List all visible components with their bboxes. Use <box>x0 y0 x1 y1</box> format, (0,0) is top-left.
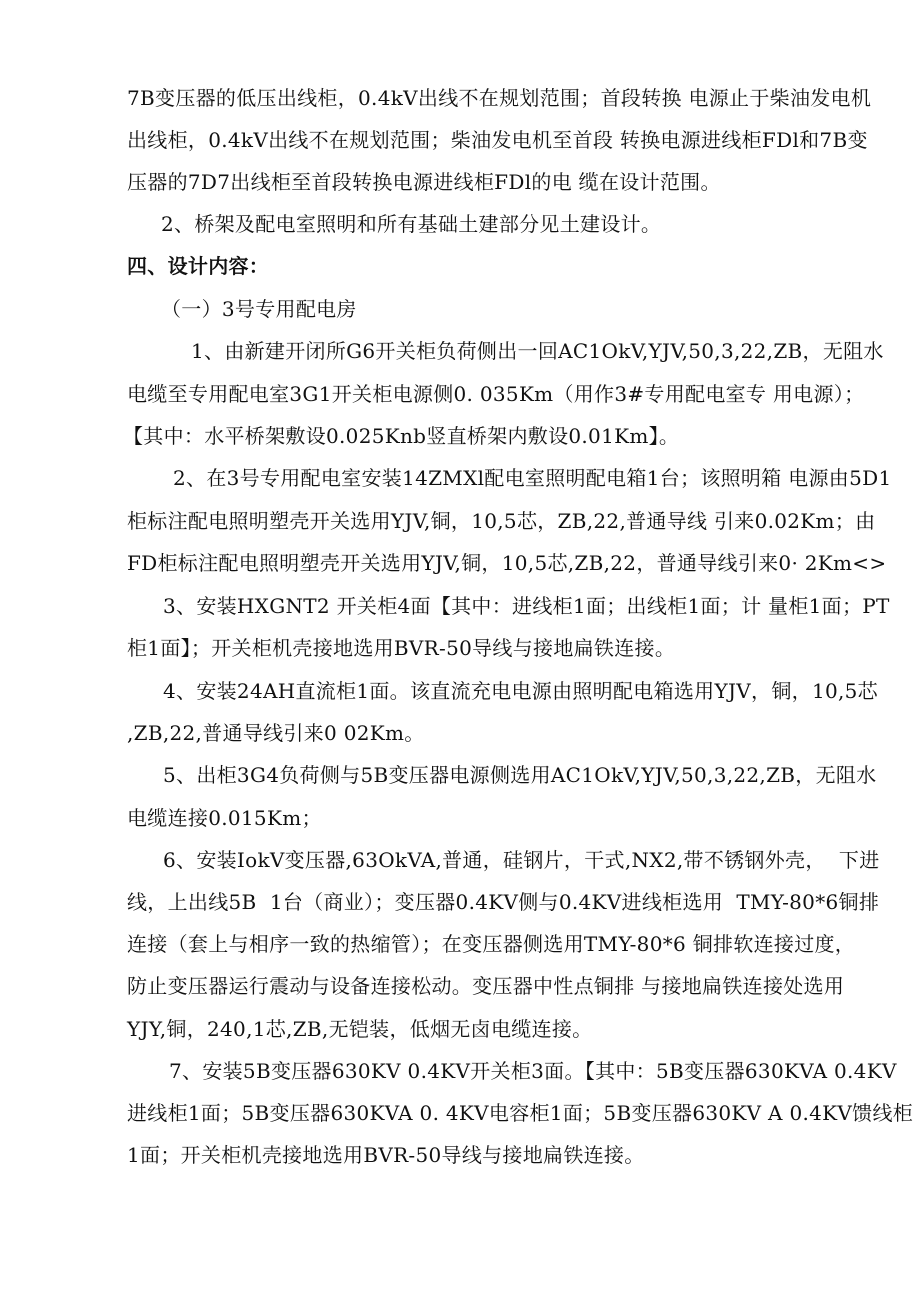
text-line: 5、出柜3G4负荷侧与5B变压器电源侧选用AC1OkV,YJV,50,3,22,ZB，无阻水 <box>163 763 877 787</box>
text-line: 1面；开关柜机壳接地选用BVR-50导线与接地扁铁连接。 <box>127 1143 645 1167</box>
text-line: 柜标注配电照明塑壳开关选用YJV,铜，10,5芯，ZB,22,普通导线 引来0.02Km；由 <box>127 509 876 533</box>
text-line: ,ZB,22,普通导线引来0 02Km。 <box>127 721 425 745</box>
text-line: 电缆连接0.015Km； <box>127 806 322 830</box>
text-line: 2、在3号专用配电室安装14ZMXl配电室照明配电箱1台；该照明箱 电源由5D1 <box>173 466 892 490</box>
text-line: 7B变压器的低压出线柜，0.4kV出线不在规划范围；首段转换 电源止于柴油发电机 <box>127 86 872 110</box>
subsection-heading: （一）3号专用配电房 <box>161 297 357 321</box>
text-line: 7、安装5B变压器630KV 0.4KV开关柜3面。【其中：5B变压器630KVA 0.4KV <box>169 1059 897 1083</box>
text-line: 6、安装IokV变压器,63OkVA,普通，硅钢片，干式,NX2,带不锈钢外壳， 下进 <box>163 848 880 872</box>
text-line: YJY,铜，240,1芯,ZB,无铠装，低烟无卤电缆连接。 <box>127 1017 593 1041</box>
text-line: 连接（套上与相序一致的热缩管）；在变压器侧选用TMY-80*6 铜排软连接过度， <box>127 932 856 956</box>
text-line: 线，上出线5B 1台（商业）；变压器0.4KV侧与0.4KV进线柜选用 TMY-80*6铜排 <box>127 890 880 914</box>
text-line: FD柜标注配电照明塑壳开关选用YJV,铜，10,5芯,ZB,22，普通导线引来0· 2Km<> <box>127 551 887 575</box>
text-line: 出线柜，0.4kV出线不在规划范围；柴油发电机至首段 转换电源进线柜FDl和7B变 <box>127 128 868 152</box>
text-line: 防止变压器运行震动与设备连接松动。变压器中性点铜排 与接地扁铁连接处选用 <box>127 974 845 998</box>
text-line: 【其中：水平桥架敷设0.025Knb竖直桥架内敷设0.01Km】。 <box>123 424 680 448</box>
text-line: 1、由新建开闭所G6开关柜负荷侧出一回AC1OkV,YJV,50,3,22,ZB，无阻水 <box>191 339 884 363</box>
text-line: 进线柜1面；5B变压器630KVA 0. 4KV电容柜1面；5B变压器630KV A 0.4KV馈线柜 <box>127 1101 914 1125</box>
text-line: 电缆至专用配电室3G1开关柜电源侧0. 035Km（用作3#专用配电室专 用电源）； <box>127 382 865 406</box>
text-line: 2、桥架及配电室照明和所有基础土建部分见土建设计。 <box>161 212 662 236</box>
text-line: 柜1面】；开关柜机壳接地选用BVR-50导线与接地扁铁连接。 <box>127 636 676 660</box>
text-line: 压器的7D7出线柜至首段转换电源进线柜FDl的电 缆在设计范围。 <box>127 170 721 194</box>
section-heading: 四、设计内容： <box>127 254 270 278</box>
text-line: 3、安装HXGNT2 开关柜4面【其中：进线柜1面；出线柜1面；计 量柜1面；PT <box>163 594 890 618</box>
text-line: 4、安装24AH直流柜1面。该直流充电电源由照明配电箱选用YJV，铜，10,5芯 <box>163 679 878 703</box>
